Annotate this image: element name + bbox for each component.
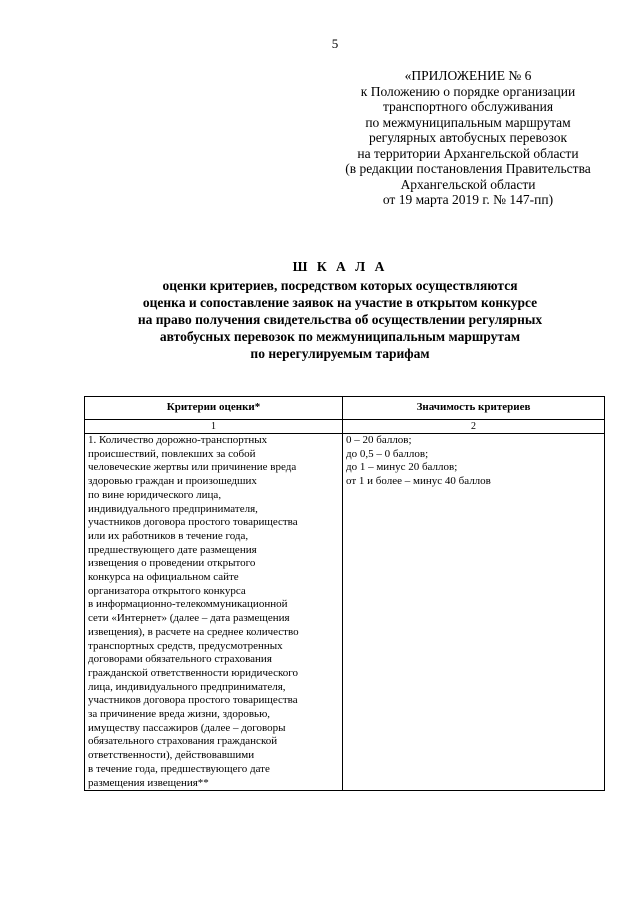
criteria-line: ответственности), действовавшими <box>88 749 255 762</box>
appendix-line: Архангельской области <box>400 176 536 192</box>
column-number: 1 <box>85 420 343 434</box>
criteria-line: гражданской ответственности юридического <box>88 666 299 679</box>
criteria-line: здоровью граждан и произошедших <box>88 475 257 488</box>
title-line: оценки критериев, посредством которых осуществляются <box>162 278 518 293</box>
criteria-line: в информационно-телекоммуникационной <box>88 598 288 611</box>
table-row <box>85 434 605 791</box>
criteria-line: в течение года, предшествующего дате <box>88 762 270 775</box>
column-header-criteria: Критерии оценки* <box>85 397 343 420</box>
appendix-line: к Положению о порядке организации <box>360 83 576 99</box>
significance-cell <box>343 434 605 791</box>
criteria-cell <box>85 434 343 791</box>
page-number: 5 <box>331 36 339 51</box>
score-line: 0 – 20 баллов; <box>346 434 412 446</box>
criteria-line: размещения извещения** <box>88 776 209 789</box>
title-heading: Ш К А Л А <box>292 259 388 274</box>
appendix-header <box>318 68 618 208</box>
criteria-line: имуществу пассажиров (далее – договоры <box>88 721 286 734</box>
criteria-table <box>84 396 605 791</box>
document-title <box>0 258 640 362</box>
criteria-line: участников договора простого товарищества <box>88 694 298 707</box>
appendix-line: регулярных автобусных перевозок <box>368 130 568 145</box>
criteria-line: обязательного страхования гражданской <box>88 735 278 748</box>
column-header-significance: Значимость критериев <box>343 397 605 420</box>
criteria-line: конкурса на официальном сайте <box>88 571 239 584</box>
table-header-row <box>85 397 605 420</box>
criteria-line: организатора открытого конкурса <box>88 584 246 597</box>
criteria-line: человеческие жертвы или причинение вреда <box>88 461 297 474</box>
criteria-line: договорами обязательного страхования <box>88 653 272 666</box>
title-line: автобусных перевозок по межмуниципальным маршрутам <box>159 329 521 344</box>
title-line: на право получения свидетельства об осуществлении регулярных <box>137 312 543 327</box>
title-line: оценка и сопоставление заявок на участие в открытом конкурсе <box>142 295 538 310</box>
appendix-line: на территории Архангельской области <box>357 145 579 161</box>
appendix-line: от 19 марта 2019 г. № 147-пп) <box>382 192 554 207</box>
criteria-line: транспортных средств, предусмотренных <box>88 639 283 652</box>
criteria-line: происшествий, повлекших за собой <box>88 447 256 460</box>
criteria-line: или их работников в течение года, <box>88 529 249 542</box>
appendix-line: (в редакции постановления Правительства <box>345 161 591 176</box>
appendix-line: «ПРИЛОЖЕНИЕ № 6 <box>404 68 532 83</box>
score-line: до 0,5 – 0 баллов; <box>346 447 429 460</box>
criteria-line: участников договора простого товарищества <box>88 516 298 529</box>
criteria-line: индивидуального предпринимателя, <box>88 502 258 515</box>
score-line: от 1 и более – минус 40 баллов <box>346 475 491 488</box>
criteria-line: предшествующего дате размещения <box>88 543 257 556</box>
score-line: до 1 – минус 20 баллов; <box>346 461 458 474</box>
appendix-line: транспортного обслуживания <box>382 99 554 114</box>
appendix-line: по межмуниципальным маршрутам <box>365 114 571 130</box>
column-number-row <box>85 420 605 434</box>
criteria-line: сети «Интернет» (далее – дата размещения <box>88 612 290 625</box>
title-line: по нерегулируемым тарифам <box>250 346 430 361</box>
criteria-line: по вине юридического лица, <box>88 488 222 501</box>
criteria-line: извещения о проведении открытого <box>88 557 256 570</box>
criteria-line: 1. Количество дорожно-транспортных <box>88 434 268 446</box>
criteria-line: за причинение вреда жизни, здоровью, <box>88 708 271 721</box>
column-number: 2 <box>343 420 605 434</box>
criteria-line: лица, индивидуального предпринимателя, <box>88 680 286 693</box>
criteria-line: извещения), в расчете на среднее количество <box>88 625 299 638</box>
